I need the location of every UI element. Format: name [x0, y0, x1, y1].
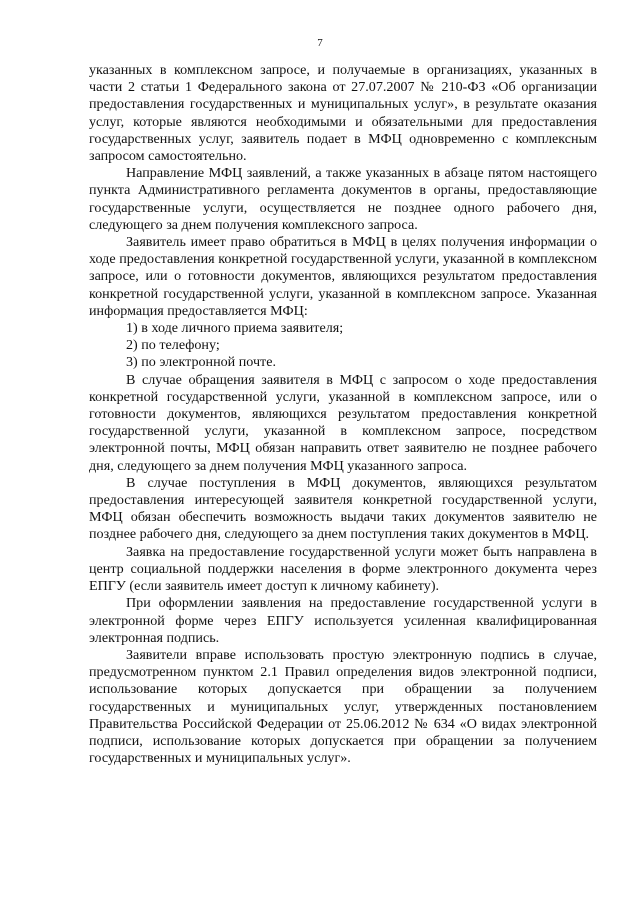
list-item-phone: 2) по телефону; [126, 337, 220, 354]
list-item-email: 3) по электронной почте. [126, 354, 276, 371]
document-body [89, 62, 597, 767]
page-number: 7 [317, 37, 323, 49]
paragraph-email-request: В случае обращения заявителя в МФЦ с запросом о ходе предоставления конкретной государственной услуги, указанной в комплексном запросе, или о готовности документов, являющихся результатом предоставления конкретной государственной услуги, указанной в комплексном запросе, посредством электронной почты, МФЦ обязан направить ответ заявителю не позднее рабочего дня, следующего за днем получения МФЦ указанного запроса. [89, 371, 597, 474]
list-item-personal: 1) в ходе личного приема заявителя; [126, 320, 344, 337]
paragraph-simple-signature: Заявители вправе использовать простую электронную подпись в случае, предусмотренном пунктом 2.1 Правил определения видов электронной подписи, использование которых допускается при обращении за получением государственных и муниципальных услуг, утвержденных постановлением Правительства Российской Федерации от 25.06.2012 № 634 «О видах электронной подписи, использование которых допускается при обращении за получением государственных и муниципальных услуг». [89, 646, 597, 767]
paragraph-documents-received: В случае поступления в МФЦ документов, являющихся результатом предоставления интересующей заявителя конкретной государственной услуги, МФЦ обязан обеспечить возможность выдачи таких документов заявителю не позднее рабочего дня, следующего за днем поступления таких документов в МФЦ. [89, 474, 597, 543]
paragraph-mfc-submission: Направление МФЦ заявлений, а также указанных в абзаце пятом настоящего пункта Административного регламента документов в органы, предоставляющие государственные услуги, осуществляется не позднее одного рабочего дня, следующего за днем получения комплексного запроса. [89, 165, 597, 233]
paragraph-continuation: указанных в комплексном запросе, и получаемые в организациях, указанных в части 2 статьи 1 Федерального закона от 27.07.2007 № 210-ФЗ «Об организации предоставления государственных и муниципальных услуг», в результате оказания услуг, которые являются необходимыми и обязательными для предоставления государственных услуг, заявитель подает в МФЦ одновременно с комплексным запросом самостоятельно. [89, 62, 597, 165]
paragraph-applicant-right: Заявитель имеет право обратиться в МФЦ в целях получения информации о ходе предоставления конкретной государственной услуги, указанной в комплексном запросе, или о готовности документов, являющихся результатом предоставления конкретной государственной услуги, указанной в комплексном запросе. Указанная информация предоставляется МФЦ: [89, 234, 597, 319]
paragraph-application-epgu: Заявка на предоставление государственной услуги может быть направлена в центр социальной поддержки населения в форме электронного документа через ЕПГУ (если заявитель имеет доступ к личному кабинету). [89, 543, 597, 595]
paragraph-qualified-signature: При оформлении заявления на предоставление государственной услуги в электронной форме через ЕПГУ используется усиленная квалифицированная электронная подпись. [89, 595, 597, 646]
